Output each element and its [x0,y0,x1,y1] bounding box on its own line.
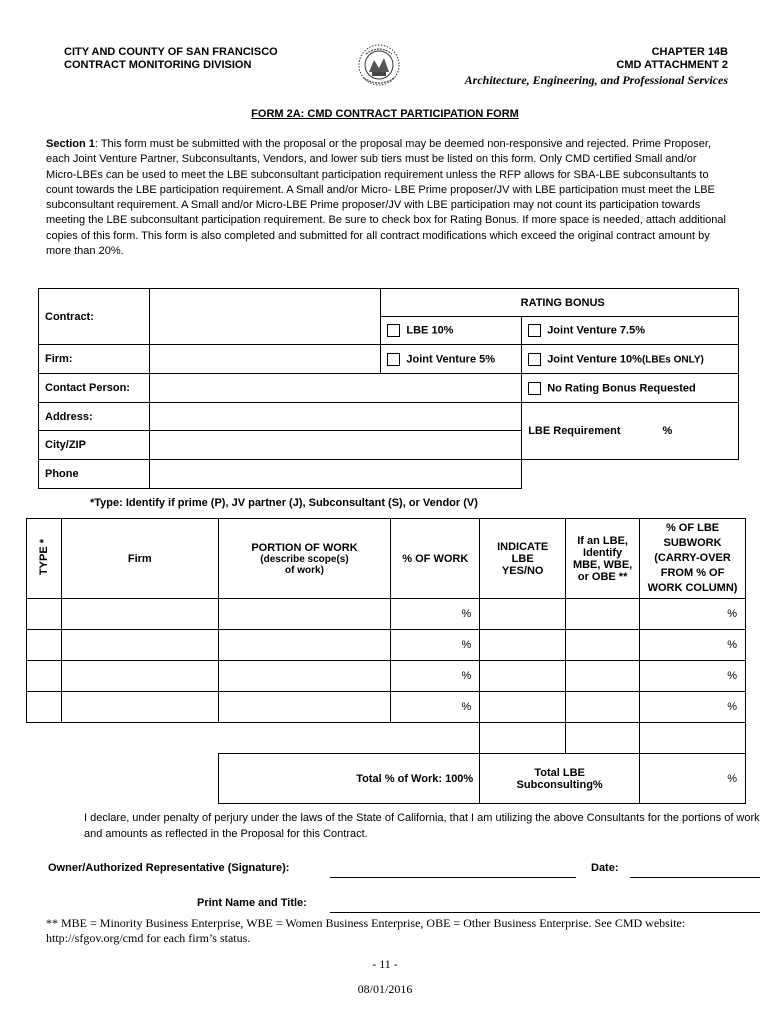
indicate-cell[interactable] [480,599,566,630]
col-lbe-3: (CARRY-OVER [654,552,731,564]
contact-label: Contact Person: [39,374,150,403]
lbe-cell-extra[interactable] [640,723,746,754]
signature-label: Owner/Authorized Representative (Signature): [48,862,290,874]
type-cell[interactable] [27,599,62,630]
print-name-label: Print Name and Title: [197,897,307,909]
total-lbe-label-2: Subconsulting% [516,778,603,791]
contract-field[interactable] [149,289,381,345]
firm-field[interactable] [149,345,381,374]
col-iflbe-3: MBE, WBE, [572,558,633,571]
blank-area [27,723,480,754]
indicate-cell[interactable] [480,630,566,661]
section-1-text [46,137,726,259]
total-lbe-label-1: Total LBE [534,766,585,779]
cityzip-field[interactable] [149,431,521,460]
col-portion-sub2: of work) [285,564,324,576]
contact-field[interactable] [149,374,521,403]
col-firm-header: Firm [61,519,218,599]
pct-cell[interactable]: % [391,692,480,723]
col-lbe-header [640,519,746,599]
header-city: CITY AND COUNTY OF SAN FRANCISCO [64,46,278,58]
total-lbe-cell [480,754,640,804]
pct-cell[interactable]: % [391,661,480,692]
col-portion-header [218,519,391,599]
empty-cell [522,460,739,489]
lbe10-checkbox[interactable] [387,324,400,337]
pct-cell[interactable]: % [391,630,480,661]
col-pct-header: % OF WORK [391,519,480,599]
date-line[interactable] [630,877,760,878]
jv5-option[interactable] [381,345,522,374]
header-right [465,46,728,87]
rating-bonus-heading: RATING BONUS [381,289,739,317]
no-bonus-checkbox[interactable] [528,382,541,395]
iflbe-cell[interactable] [566,661,640,692]
indicate-cell-extra[interactable] [480,723,566,754]
lbe10-label: LBE 10% [406,324,454,337]
iflbe-cell[interactable] [566,630,640,661]
lbe-pct-cell[interactable]: % [640,661,746,692]
jv5-label: Joint Venture 5% [406,352,496,365]
phone-field[interactable] [149,460,521,489]
firm-label: Firm: [39,345,150,374]
total-work-cell: Total % of Work: 100% [218,754,480,804]
col-indicate-3: YES/NO [501,564,544,577]
firm-cell[interactable] [61,599,218,630]
document-date: 08/01/2016 [357,982,413,996]
portion-cell[interactable] [218,692,391,723]
col-portion-title: PORTION OF WORK [251,541,358,554]
header-attachment: CMD ATTACHMENT 2 [616,59,728,71]
portion-cell[interactable] [218,661,391,692]
contract-label: Contract: [39,289,150,345]
type-cell[interactable] [27,661,62,692]
jv5-checkbox[interactable] [387,353,400,366]
pct-cell[interactable]: % [391,599,480,630]
header-chapter: CHAPTER 14B [651,46,728,58]
jv75-label: Joint Venture 7.5% [547,324,645,337]
iflbe-cell-extra[interactable] [566,723,640,754]
contract-info-table [38,288,739,489]
jv10-label: Joint Venture 10% [547,352,642,365]
col-iflbe-2: Identify [583,546,623,559]
lbe-requirement[interactable] [522,403,739,460]
cityzip-label: City/ZIP [39,431,150,460]
col-lbe-1: % OF LBE [665,522,720,534]
indicate-cell[interactable] [480,692,566,723]
jv10-checkbox[interactable] [528,353,541,366]
no-bonus-option[interactable] [522,374,739,403]
col-lbe-4: FROM % OF [660,567,725,579]
header-division: CONTRACT MONITORING DIVISION [64,59,252,71]
lbe-pct-cell[interactable]: % [640,630,746,661]
col-indicate-header [480,519,566,599]
address-field[interactable] [149,403,521,431]
portion-cell[interactable] [218,599,391,630]
col-indicate-2: LBE [511,552,534,565]
firm-cell[interactable] [61,661,218,692]
col-lbe-5: WORK COLUMN) [647,582,738,594]
section-1-label: Section 1 [46,138,95,150]
date-label: Date: [591,862,619,874]
type-note: *Type: Identify if prime (P), JV partner (J), Subconsultant (S), or Vendor (V) [90,497,478,509]
lbe-pct-cell[interactable]: % [640,599,746,630]
jv10-note: (LBEs ONLY) [641,353,704,365]
indicate-cell[interactable] [480,661,566,692]
iflbe-cell[interactable] [566,692,640,723]
col-iflbe-4: or OBE ** [577,570,628,583]
city-seal-icon [354,42,404,88]
header-subtitle: Architecture, Engineering, and Professional Services [464,73,728,87]
firm-cell[interactable] [61,692,218,723]
type-cell[interactable] [27,630,62,661]
col-portion-sub1: (describe scope(s) [260,553,349,565]
total-lbe-pct-cell[interactable]: % [640,754,746,804]
signature-line[interactable] [330,877,576,878]
print-name-line[interactable] [330,912,760,913]
col-lbe-2: SUBWORK [663,537,722,549]
no-bonus-label: No Rating Bonus Requested [547,381,696,394]
firm-cell[interactable] [61,630,218,661]
jv10-option[interactable] [522,345,739,374]
declaration-text: I declare, under penalty of perjury under the laws of the State of California, that I am utilizing the above Consultants for the portions of work and amounts as reflected in the Proposal for this Contract. [84,812,760,840]
col-type-label: TYPE * [37,538,50,576]
table-row [27,692,746,723]
jv75-option[interactable] [522,317,739,345]
footnote: ** MBE = Minority Business Enterprise, WBE = Women Business Enterprise, OBE = Other Business Enterprise. See CMD website: http://sfgov.org/cmd for each firm’s status. [46,916,686,945]
phone-label: Phone [39,460,150,489]
col-type-header [27,519,62,599]
col-iflbe-1: If an LBE, [577,534,628,547]
table-row [27,661,746,692]
jv75-checkbox[interactable] [528,324,541,337]
portion-cell[interactable] [218,630,391,661]
header-left [64,46,278,72]
page-number: - 11 - [372,957,398,971]
address-label: Address: [39,403,150,431]
lbe-requirement-label: LBE Requirement [528,425,621,437]
section-1-body: : This form must be submitted with the proposal or the proposal may be deemed non-responsive and rejected. Prime Proposer, each Joint Venture Partner, Subconsultants, Vendors, and lower sub tiers must be listed on this form. Only CMD certified Small and/or Micro-LBEs can be used to meet the LBE subconsultant participation requirement unless the RFP allows for SBA-LBE subconsultants to count towards the LBE participation requirement. A Small and/or Micro- LBE Prime proposer/JV with LBE participation must meet the LBE subconsultant requirement. A Small and/or Micro-LBE Prime proposer/JV with LBE participation may not count its participation towards meeting the LBE subconsultant participation requirement. Be sure to check box for Rating Bonus. If more space is needed, attach additional copies of this form. This form is also completed and submitted for all contract modifications which exceed the original contract amount by more than 20%. [46,138,726,258]
col-iflbe-header [566,519,640,599]
form-title: FORM 2A: CMD CONTRACT PARTICIPATION FORM [251,108,519,120]
col-indicate-1: INDICATE [497,540,549,553]
blank-area [27,754,219,804]
work-participation-table [26,518,746,804]
lbe-pct-cell[interactable]: % [640,692,746,723]
iflbe-cell[interactable] [566,599,640,630]
lbe10-option[interactable] [381,317,522,345]
table-row [27,630,746,661]
lbe-requirement-pct: % [662,425,673,437]
table-row [27,599,746,630]
type-cell[interactable] [27,692,62,723]
